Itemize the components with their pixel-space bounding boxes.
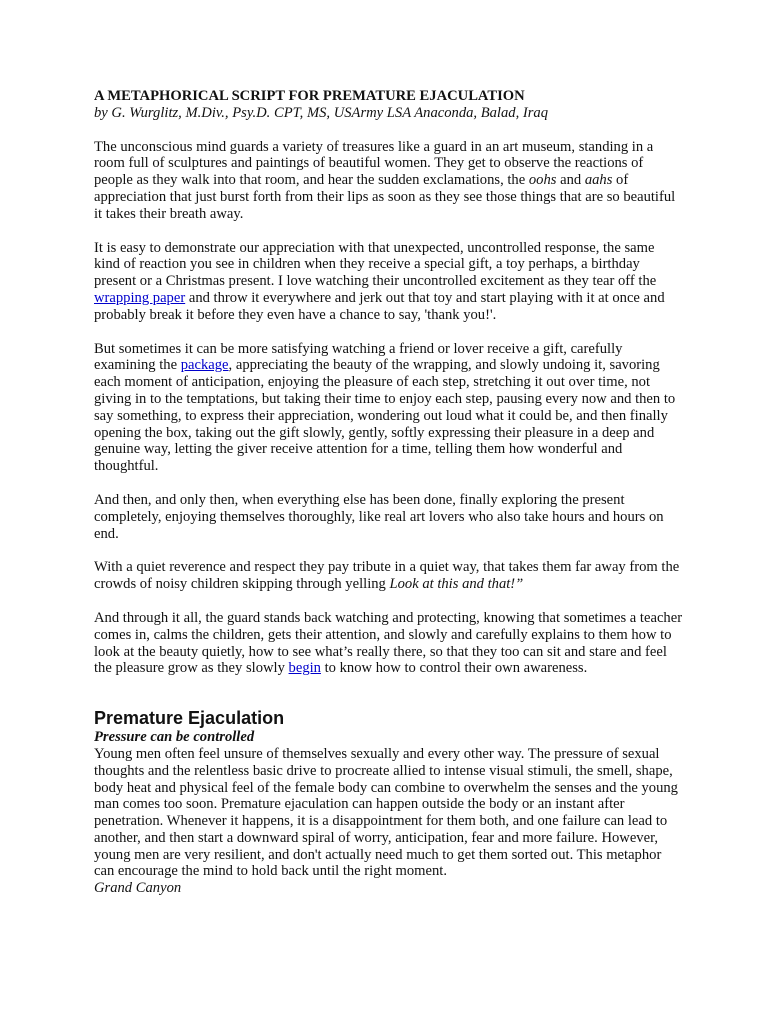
paragraph-5-text-a: With a quiet reverence and respect they pay tribute in a quiet way, that takes them far away from the crowds of noisy children skipping through yelling (94, 559, 680, 593)
package-link[interactable]: package (180, 357, 229, 374)
begin-link[interactable]: begin (288, 660, 321, 677)
paragraph-6 (94, 610, 684, 677)
paragraph-4: And then, and only then, when everything else has been done, finally exploring the present completely, enjoying themselves thoroughly, like real art lovers who also take hours and hours on end. (94, 491, 664, 542)
paragraph-3-text-a: But sometimes it can be more satisfying watching a friend or lover receive a gift, carefully examining the (94, 340, 623, 374)
paragraph-2 (94, 240, 684, 324)
oohs-word: oohs (528, 172, 557, 189)
aahs-word: aahs (584, 172, 613, 189)
paragraph-3-text-b: , appreciating the beauty of the wrapping, and slowly undoing it, savoring each moment of anticipation, enjoying the pleasure of each step, stretching it out over time, not giving in to the temptations, but taking their time to enjoy each step, pausing every now and then to say something, to express their appreciation, wondering out loud what it could be, and then finally opening the box, taking out the gift slowly, gently, softly expressing their pleasure in a deep and genuine way, letting the giver receive attention for a time, telling them how wonderful and thoughtful. (94, 357, 676, 475)
wrapping-paper-link[interactable]: wrapping paper (94, 289, 186, 306)
paragraph-5-quote: Look at this and that!” (389, 576, 524, 593)
paragraph-1-and: and (556, 172, 585, 189)
paragraph-3 (94, 341, 684, 475)
document-byline: by G. Wurglitz, M.Div., Psy.D. CPT, MS, USArmy LSA Anaconda, Balad, Iraq (94, 104, 549, 121)
document-page (94, 88, 684, 897)
paragraph-6-text-a: And through it all, the guard stands back watching and protecting, knowing that sometimes a teacher comes in, calms the children, gets their attention, and slowly and carefully explains to them how to look at the beauty quietly, how to see what’s really there, so that they too can sit and stare and feel the pleasure grow as they slowly (94, 609, 683, 677)
closing-line: Grand Canyon (94, 880, 182, 897)
paragraph-5 (94, 559, 684, 593)
paragraph-1-text-a: The unconscious mind guards a variety of treasures like a guard in an art museum, standing in a room full of sculptures and paintings of beautiful women. They get to observe the reactions of people as they walk into that room, and hear the sudden exclamations, the (94, 138, 654, 189)
paragraph-1 (94, 139, 684, 223)
section-body: Young men often feel unsure of themselves sexually and every other way. The pressure of sexual thoughts and the relentless basic drive to procreate allied to intense visual stimuli, the smell, shape, body heat and physical feel of the female body can combine to overwhelm the senses and the young man comes too soon. Premature ejaculation can happen outside the body or an instant after penetration. Whenever it happens, it is a disappointment for them both, and one failure can lead to another, and then start a downward spiral of worry, anticipation, fear and more failure. However, young men are very resilient, and don't actually need much to get them sorted out. This metaphor can encourage the mind to hold back until the right moment. (94, 745, 678, 880)
document-title: A METAPHORICAL SCRIPT FOR PREMATURE EJACULATION (94, 88, 525, 104)
paragraph-2-text-b: and throw it everywhere and jerk out that toy and start playing with it at once and probably break it before they even have a chance to say, 'thank you!'. (94, 289, 665, 323)
section-heading: Premature Ejaculation (94, 708, 285, 729)
paragraph-2-text-a: It is easy to demonstrate our appreciation with that unexpected, uncontrolled response, the same kind of reaction you see in children when they receive a special gift, a toy perhaps, a birthday present or a Christmas present. I love watching their uncontrolled excitement as they tear off the (94, 239, 657, 290)
section-subheading: Pressure can be controlled (94, 729, 255, 746)
paragraph-1-text-b: of appreciation that just burst forth from their lips as soon as they see those things that are so beautiful it takes their breath away. (94, 172, 676, 222)
paragraph-6-text-b: to know how to control their own awareness. (320, 660, 588, 677)
